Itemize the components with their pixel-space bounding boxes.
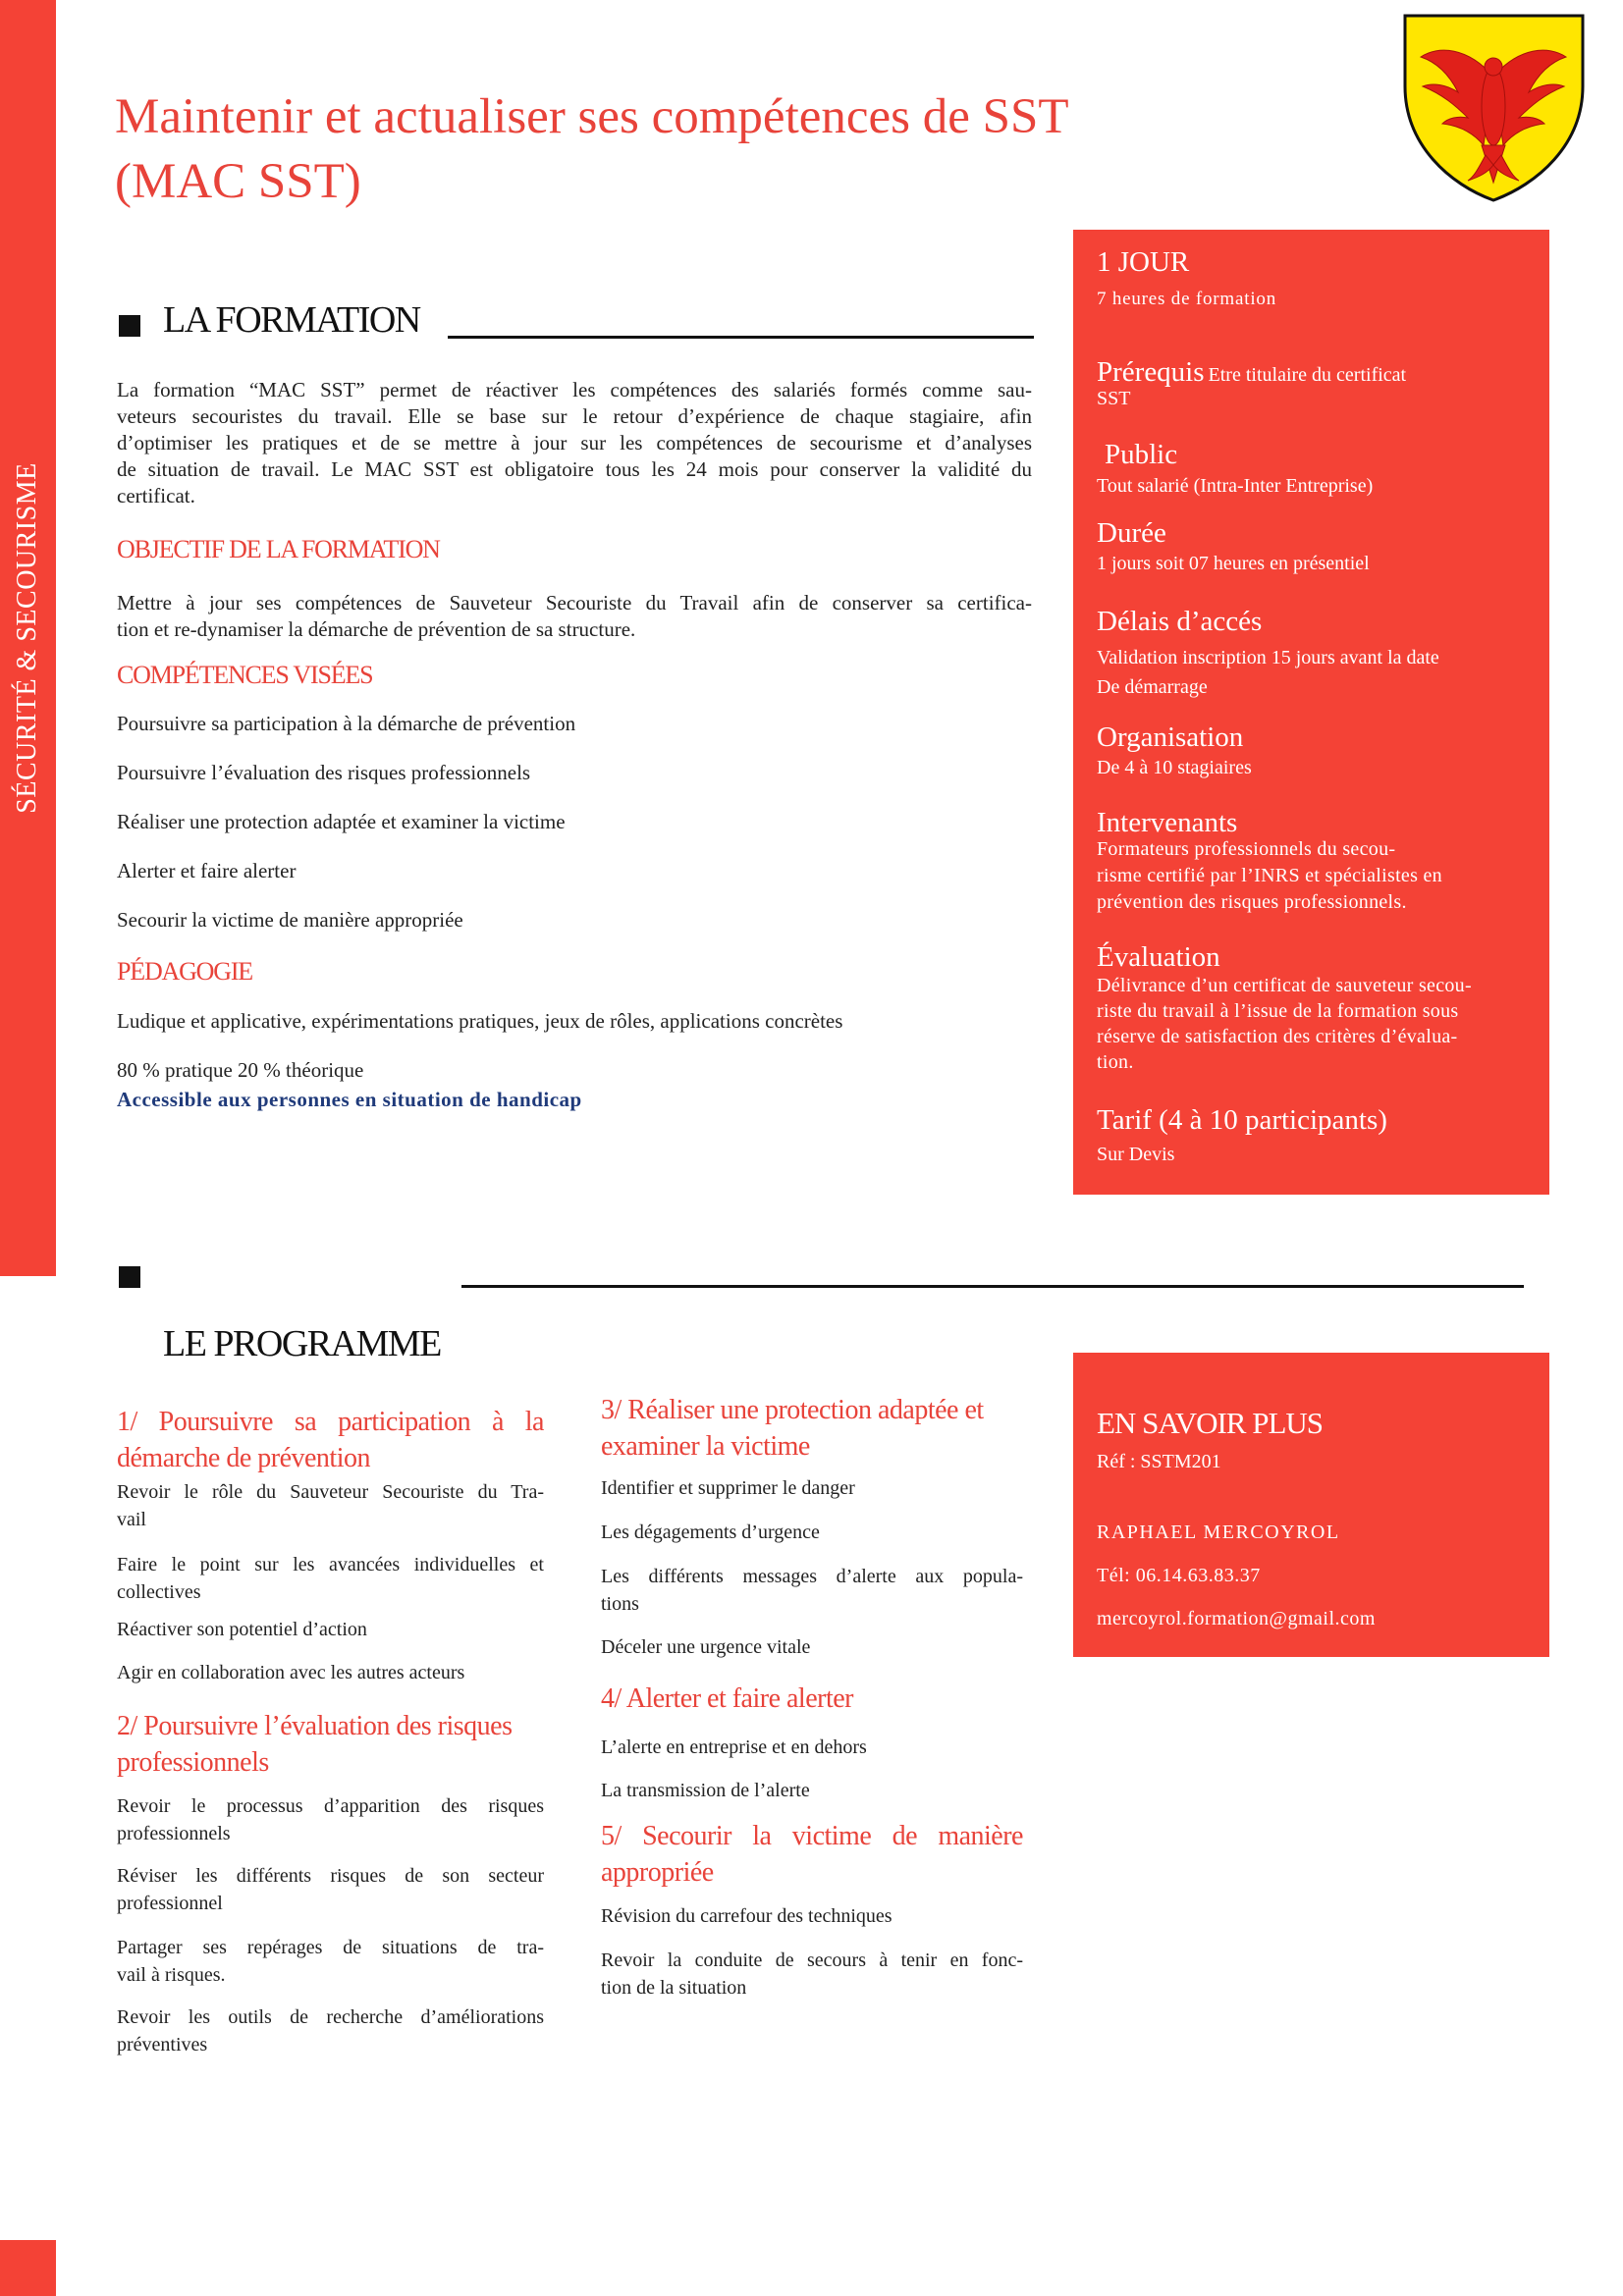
section-bullet-square bbox=[119, 1266, 140, 1288]
module-title-line: 5/ Secourir la victime de manière bbox=[601, 1821, 1023, 1851]
programme-item bbox=[117, 1478, 544, 1533]
duree-label: Durée bbox=[1097, 517, 1166, 549]
contact-email[interactable]: mercoyrol.formation@gmail.com bbox=[1097, 1608, 1376, 1629]
programme-module-title bbox=[117, 1404, 544, 1476]
module-title-line: appropriée bbox=[601, 1857, 714, 1888]
programme-item: Révision du carrefour des techniques bbox=[601, 1905, 893, 1927]
programme-heading: LE PROGRAMME bbox=[163, 1323, 441, 1364]
prerequis-value: Etre titulaire du certificat bbox=[1208, 364, 1407, 386]
competence-item: Réaliser une protection adaptée et examiner la victime bbox=[117, 810, 566, 833]
info-box bbox=[1073, 230, 1549, 1195]
contact-heading: EN SAVOIR PLUS bbox=[1097, 1406, 1324, 1440]
duration-sub: 7 heures de formation bbox=[1097, 289, 1276, 309]
intervenants-line: risme certifié par l’INRS et spécialistes en bbox=[1097, 865, 1442, 886]
page-title bbox=[115, 84, 1097, 214]
prerequis-value-2: SST bbox=[1097, 388, 1131, 409]
phoenix-shield-icon bbox=[1399, 8, 1589, 204]
programme-item bbox=[117, 1934, 544, 1989]
section-bullet-square bbox=[119, 315, 140, 337]
side-label: SÉCURITÉ & SECOURISME bbox=[12, 462, 42, 814]
pedagogie-heading: PÉDAGOGIE bbox=[117, 957, 252, 986]
programme-heading-rule bbox=[461, 1285, 1524, 1288]
accessibility-note: Accessible aux personnes en situation de handicap bbox=[117, 1088, 582, 1111]
public-label: Public bbox=[1105, 439, 1178, 470]
item-line: vail bbox=[117, 1509, 146, 1530]
intro-line: La formation “MAC SST” permet de réactiver les compétences des salariés formés comme sau- bbox=[117, 378, 1032, 401]
programme-item: Déceler une urgence vitale bbox=[601, 1636, 811, 1658]
item-line: Partager ses repérages de situations de tra- bbox=[117, 1937, 544, 1958]
item-line: Les différents messages d’alerte aux popula- bbox=[601, 1566, 1023, 1587]
programme-item bbox=[601, 1563, 1023, 1618]
module-title-line: 2/ Poursuivre l’évaluation des risques bbox=[117, 1711, 513, 1741]
competence-item: Poursuivre sa participation à la démarche de prévention bbox=[117, 712, 576, 735]
module-title-line: démarche de prévention bbox=[117, 1443, 370, 1473]
module-title-line: 3/ Réaliser une protection adaptée et bbox=[601, 1395, 984, 1425]
programme-item: Identifier et supprimer le danger bbox=[601, 1477, 855, 1499]
delais-value: Validation inscription 15 jours avant la date bbox=[1097, 647, 1439, 668]
programme-module-title: 4/ Alerter et faire alerter bbox=[601, 1683, 853, 1714]
programme-module-title bbox=[601, 1818, 1023, 1891]
pedagogie-item: Ludique et applicative, expérimentations pratiques, jeux de rôles, applications concrètes bbox=[117, 1009, 843, 1033]
item-line: Revoir la conduite de secours à tenir en fonc- bbox=[601, 1949, 1023, 1971]
programme-module-title bbox=[117, 1708, 544, 1781]
item-line: collectives bbox=[117, 1581, 201, 1603]
evaluation-value bbox=[1097, 973, 1534, 1075]
contact-box bbox=[1073, 1353, 1549, 1657]
programme-item: L’alerte en entreprise et en dehors bbox=[601, 1736, 867, 1758]
objectif-line: tion et re-dynamiser la démarche de prévention de sa structure. bbox=[117, 617, 636, 641]
prerequis-block bbox=[1097, 355, 1534, 389]
item-line: Revoir les outils de recherche d’améliorations bbox=[117, 2006, 544, 2028]
contact-phone[interactable]: Tél: 06.14.63.83.37 bbox=[1097, 1565, 1261, 1586]
reference: Réf : SSTM201 bbox=[1097, 1451, 1221, 1472]
competence-item: Secourir la victime de manière appropriée bbox=[117, 908, 463, 932]
programme-module-title bbox=[601, 1392, 1033, 1465]
programme-item: Réactiver son potentiel d’action bbox=[117, 1619, 367, 1640]
duration-title: 1 JOUR bbox=[1097, 246, 1190, 278]
title-line-2: (MAC SST) bbox=[115, 154, 361, 209]
tarif-value: Sur Devis bbox=[1097, 1144, 1175, 1165]
delais-label: Délais d’accés bbox=[1097, 606, 1263, 637]
evaluation-label: Évaluation bbox=[1097, 941, 1220, 973]
intro-line: de situation de travail. Le MAC SST est obligatoire tous les 24 mois pour conserver la validité du bbox=[117, 457, 1032, 481]
programme-item bbox=[601, 1947, 1023, 2002]
item-line: tions bbox=[601, 1593, 639, 1615]
item-line: préventives bbox=[117, 2034, 208, 2056]
objectif-heading: OBJECTIF DE LA FORMATION bbox=[117, 535, 440, 563]
objectif-line: Mettre à jour ses compétences de Sauveteur Secouriste du Travail afin de conserver sa certifica- bbox=[117, 591, 1032, 614]
programme-item bbox=[117, 1551, 544, 1606]
item-line: Revoir le rôle du Sauveteur Secouriste du Tra- bbox=[117, 1481, 544, 1503]
duree-value: 1 jours soit 07 heures en présentiel bbox=[1097, 553, 1370, 574]
side-bar-bottom bbox=[0, 2240, 56, 2296]
programme-item: La transmission de l’alerte bbox=[601, 1780, 810, 1801]
formation-heading-rule bbox=[448, 336, 1034, 339]
item-line: Faire le point sur les avancées individuelles et bbox=[117, 1554, 544, 1575]
evaluation-line: riste du travail à l’issue de la formation sous bbox=[1097, 1000, 1459, 1022]
public-value: Tout salarié (Intra-Inter Entreprise) bbox=[1097, 475, 1374, 497]
programme-item bbox=[117, 2003, 544, 2058]
programme-item bbox=[117, 1792, 544, 1847]
module-title-line: professionnels bbox=[117, 1747, 269, 1778]
objectif-text bbox=[117, 590, 1032, 643]
programme-item bbox=[117, 1862, 544, 1917]
competence-item: Poursuivre l’évaluation des risques professionnels bbox=[117, 761, 531, 784]
title-line-1: Maintenir et actualiser ses compétences de SST bbox=[115, 89, 1069, 144]
pedagogie-item: 80 % pratique 20 % théorique bbox=[117, 1058, 364, 1082]
competence-item: Alerter et faire alerter bbox=[117, 859, 297, 882]
tarif-label: Tarif (4 à 10 participants) bbox=[1097, 1104, 1387, 1136]
intervenants-line: prévention des risques professionnels. bbox=[1097, 891, 1407, 913]
delais-value-2: De démarrage bbox=[1097, 676, 1208, 698]
item-line: professionnels bbox=[117, 1823, 231, 1844]
item-line: Réviser les différents risques de son secteur bbox=[117, 1865, 544, 1887]
item-line: professionnel bbox=[117, 1893, 223, 1914]
programme-item: Agir en collaboration avec les autres acteurs bbox=[117, 1662, 465, 1683]
formation-heading: LA FORMATION bbox=[163, 299, 420, 341]
intervenants-line: Formateurs professionnels du secou- bbox=[1097, 838, 1396, 860]
intro-line: certificat. bbox=[117, 484, 195, 507]
intro-line: veteurs secouristes du travail. Elle se base sur le retour d’expérience de chaque stagiaire, afin bbox=[117, 404, 1032, 428]
evaluation-line: tion. bbox=[1097, 1051, 1134, 1073]
item-line: tion de la situation bbox=[601, 1977, 747, 1999]
evaluation-line: réserve de satisfaction des critères d’évalua- bbox=[1097, 1026, 1458, 1047]
competences-heading: COMPÉTENCES VISÉES bbox=[117, 661, 373, 689]
intervenants-label: Intervenants bbox=[1097, 807, 1238, 838]
programme-item: Les dégagements d’urgence bbox=[601, 1522, 820, 1543]
prerequis-label: Prérequis bbox=[1097, 356, 1205, 388]
formation-intro bbox=[117, 377, 1032, 509]
intro-line: d’optimiser les pratiques et de se mettre à jour sur les compétences de secourisme et d’analyses bbox=[117, 431, 1032, 454]
organisation-value: De 4 à 10 stagiaires bbox=[1097, 757, 1252, 778]
evaluation-line: Délivrance d’un certificat de sauveteur secou- bbox=[1097, 975, 1472, 996]
module-title-line: 1/ Poursuivre sa participation à la bbox=[117, 1407, 544, 1437]
contact-name: RAPHAEL MERCOYROL bbox=[1097, 1522, 1340, 1543]
item-line: Revoir le processus d’apparition des risques bbox=[117, 1795, 544, 1817]
item-line: vail à risques. bbox=[117, 1964, 226, 1986]
module-title-line: examiner la victime bbox=[601, 1431, 810, 1462]
intervenants-value bbox=[1097, 836, 1534, 916]
organisation-label: Organisation bbox=[1097, 721, 1244, 753]
